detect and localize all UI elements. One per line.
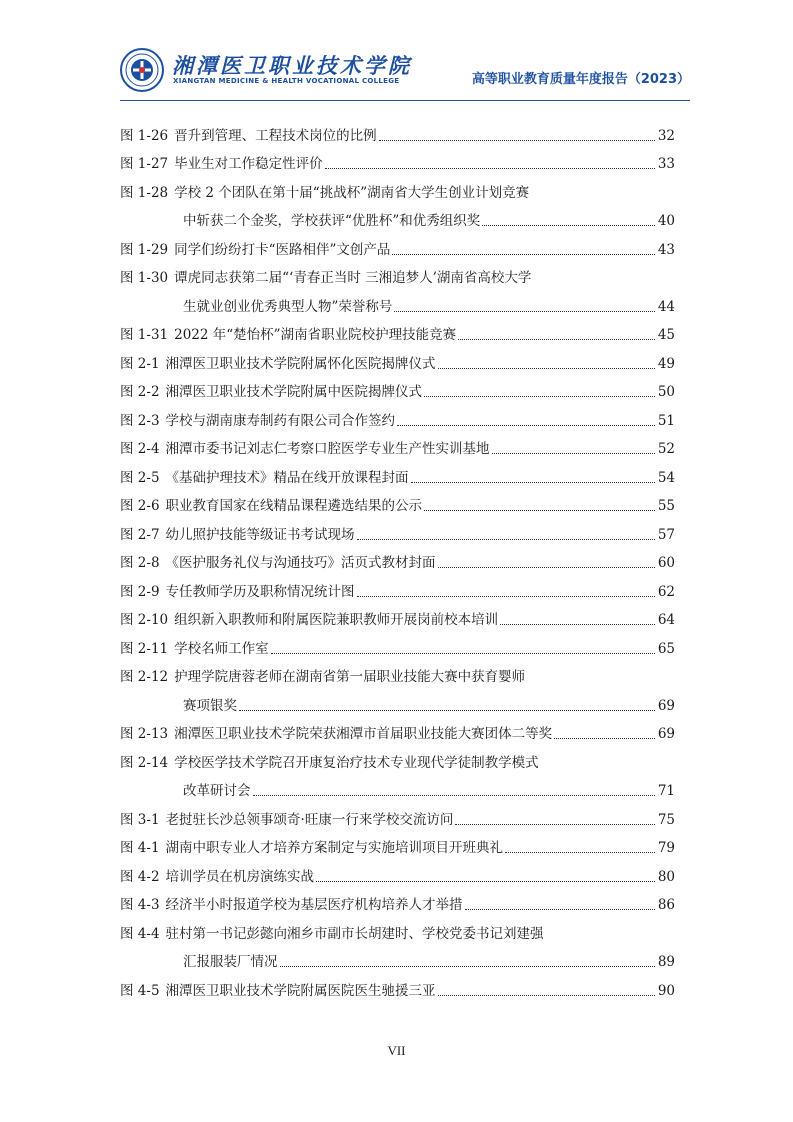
page-ref[interactable]: 50 xyxy=(657,384,675,400)
figure-title: 毕业生对工作稳定性评价 xyxy=(174,156,323,172)
figure-title: 汇报服装厂情况 xyxy=(183,954,278,970)
page-ref[interactable]: 86 xyxy=(657,897,675,913)
page-ref[interactable]: 43 xyxy=(657,241,675,258)
toc-entry[interactable] xyxy=(120,377,675,406)
page-ref[interactable]: 69 xyxy=(657,726,675,742)
figure-label: 图 2-12 xyxy=(120,669,169,685)
figure-title: 湘潭医卫职业技术学院荣获湘潭市首届职业技能大赛团体二等奖 xyxy=(174,726,553,742)
figure-title: 同学们纷纷打卡“医路相伴”文创产品 xyxy=(174,241,391,258)
page-ref[interactable]: 40 xyxy=(657,213,675,229)
page-ref[interactable]: 52 xyxy=(657,441,675,457)
figure-label: 图 2-8 xyxy=(120,555,160,571)
toc-entry[interactable] xyxy=(120,719,675,748)
page-ref[interactable]: 80 xyxy=(657,868,675,885)
figure-title: 职业教育国家在线精品课程遴选结果的公示 xyxy=(165,498,423,514)
page-ref[interactable]: 64 xyxy=(657,612,675,628)
figure-title: 经济半小时报道学校为基层医疗机构培养人才举措 xyxy=(165,897,463,913)
toc-entry[interactable] xyxy=(120,405,675,434)
figure-title: 中斩获二个金奖，学校获评“优胜杯”和优秀组织奖 xyxy=(183,213,481,229)
figure-title: 专任教师学历及职称情况统计图 xyxy=(165,583,355,600)
toc-entry[interactable] xyxy=(120,747,675,804)
figure-title: 湘潭医卫职业技术学院附属中医院揭牌仪式 xyxy=(165,384,423,400)
dot-leader xyxy=(458,339,655,340)
dot-leader xyxy=(482,225,655,226)
figure-label: 图 1-30 xyxy=(120,270,169,286)
dot-leader xyxy=(280,966,656,967)
dot-leader xyxy=(500,624,655,625)
figure-title: 《基础护理技术》精品在线开放课程封面 xyxy=(165,469,409,486)
figure-title: 湘潭市委书记刘志仁考察口腔医学专业生产性实训基地 xyxy=(165,441,490,457)
figure-label: 图 2-1 xyxy=(120,355,160,372)
toc-entry[interactable] xyxy=(120,434,675,463)
dot-leader xyxy=(424,396,655,397)
figure-label: 图 2-7 xyxy=(120,526,160,543)
figure-label: 图 2-4 xyxy=(120,441,160,457)
dot-leader xyxy=(438,995,655,996)
figure-list xyxy=(120,120,675,1004)
figure-label: 图 2-2 xyxy=(120,384,160,400)
figure-title: 晋升到管理、工程技术岗位的比例 xyxy=(174,127,377,144)
figure-label: 图 2-14 xyxy=(120,754,169,771)
page-ref[interactable]: 89 xyxy=(657,954,675,970)
dot-leader xyxy=(438,368,655,369)
figure-label: 图 1-29 xyxy=(120,241,169,258)
toc-entry[interactable] xyxy=(120,462,675,491)
figure-label: 图 2-5 xyxy=(120,469,160,486)
figure-title: 组织新入职教师和附属医院兼职教师开展岗前校本培训 xyxy=(174,612,499,628)
figure-title: 培训学员在机房演练实战 xyxy=(165,868,315,885)
dot-leader xyxy=(411,482,655,483)
toc-entry[interactable] xyxy=(120,633,675,662)
page-ref[interactable]: 44 xyxy=(657,298,675,315)
page-ref[interactable]: 49 xyxy=(657,355,675,372)
page-ref[interactable]: 60 xyxy=(657,555,675,571)
figure-title: 老挝驻长沙总领事颂奇·旺康一行来学校交流访问 xyxy=(165,811,454,828)
figure-label: 图 1-28 xyxy=(120,184,169,201)
figure-label: 图 4-2 xyxy=(120,868,160,885)
figure-title: 改革研讨会 xyxy=(183,783,251,799)
toc-entry[interactable] xyxy=(120,519,675,548)
page-ref[interactable]: 69 xyxy=(657,697,675,714)
toc-entry[interactable] xyxy=(120,120,675,149)
figure-title: 谭虎同志获第二届“‘青春正当时 三湘追梦人’湖南省高校大学 xyxy=(174,270,532,286)
figure-title: 湘潭医卫职业技术学院附属怀化医院揭牌仪式 xyxy=(165,355,436,372)
figure-label: 图 2-6 xyxy=(120,498,160,514)
dot-leader xyxy=(357,539,655,540)
toc-entry[interactable] xyxy=(120,605,675,634)
page-ref[interactable]: 51 xyxy=(657,412,675,429)
dot-leader xyxy=(394,311,655,312)
header-divider xyxy=(120,100,690,101)
page-ref[interactable]: 79 xyxy=(657,840,675,856)
toc-entry[interactable] xyxy=(120,918,675,975)
figure-label: 图 1-31 xyxy=(120,327,169,343)
dot-leader xyxy=(325,168,655,169)
dot-leader xyxy=(316,881,655,882)
page-ref[interactable]: 71 xyxy=(657,783,675,799)
figure-title: 护理学院唐蓉老师在湖南省第一届职业技能大赛中获育婴师 xyxy=(174,669,526,685)
toc-entry[interactable] xyxy=(120,149,675,178)
page-ref[interactable]: 65 xyxy=(657,640,675,657)
dot-leader xyxy=(554,738,655,739)
page-ref[interactable]: 75 xyxy=(657,811,675,828)
figure-label: 图 2-13 xyxy=(120,726,169,742)
figure-label: 图 2-9 xyxy=(120,583,160,600)
figure-title: 湘潭医卫职业技术学院附属医院医生驰援三亚 xyxy=(165,982,436,999)
figure-title: 赛项银奖 xyxy=(183,697,237,714)
figure-title: 《医护服务礼仪与沟通技巧》活页式教材封面 xyxy=(165,555,436,571)
page-ref[interactable]: 57 xyxy=(657,526,675,543)
dot-leader xyxy=(253,795,656,796)
figure-label: 图 4-1 xyxy=(120,840,160,856)
page-ref[interactable]: 90 xyxy=(657,982,675,999)
figure-label: 图 4-4 xyxy=(120,925,160,942)
figure-title: 学校 2 个团队在第十届“挑战杯”湖南省大学生创业计划竞赛 xyxy=(174,184,530,201)
dot-leader xyxy=(438,567,655,568)
figure-title: 驻村第一书记彭懿向湘乡市副市长胡建时、学校党委书记刘建强 xyxy=(165,925,544,942)
toc-entry[interactable] xyxy=(120,348,675,377)
college-seal-icon xyxy=(120,48,164,92)
toc-entry[interactable] xyxy=(120,320,675,349)
dot-leader xyxy=(424,510,655,511)
page-header xyxy=(120,44,690,100)
page-ref[interactable]: 55 xyxy=(657,498,675,514)
toc-entry[interactable] xyxy=(120,833,675,862)
figure-title: 生就业创业优秀典型人物”荣誉称号 xyxy=(183,298,393,315)
toc-entry[interactable] xyxy=(120,548,675,577)
toc-entry[interactable] xyxy=(120,804,675,833)
dot-leader xyxy=(397,425,655,426)
dot-leader xyxy=(492,453,655,454)
figure-title: 2022 年“楚怡杯”湖南省职业院校护理技能竞赛 xyxy=(174,327,457,343)
page-ref[interactable]: 33 xyxy=(657,156,675,172)
dot-leader xyxy=(392,254,655,255)
dot-leader xyxy=(379,140,655,141)
dot-leader xyxy=(505,852,655,853)
toc-entry[interactable] xyxy=(120,234,675,263)
page-ref[interactable]: 62 xyxy=(657,583,675,600)
dot-leader xyxy=(465,909,655,910)
figure-title: 学校医学技术学院召开康复治疗技术专业现代学徒制教学模式 xyxy=(174,754,539,771)
figure-label: 图 4-5 xyxy=(120,982,160,999)
toc-entry[interactable] xyxy=(120,662,675,719)
figure-label: 图 2-11 xyxy=(120,640,169,657)
figure-label: 图 4-3 xyxy=(120,897,160,913)
page-ref[interactable]: 32 xyxy=(657,127,675,144)
page-number: VII xyxy=(387,1043,406,1058)
dot-leader xyxy=(357,596,655,597)
page-ref[interactable]: 54 xyxy=(657,469,675,486)
toc-entry[interactable] xyxy=(120,491,675,520)
toc-entry[interactable] xyxy=(120,177,675,234)
toc-entry[interactable] xyxy=(120,576,675,605)
page-ref[interactable]: 45 xyxy=(657,327,675,343)
figure-title: 幼儿照护技能等级证书考试现场 xyxy=(165,526,355,543)
figure-label: 图 2-10 xyxy=(120,612,169,628)
dot-leader xyxy=(239,710,655,711)
toc-entry[interactable] xyxy=(120,890,675,919)
college-logo-english: XIANGTAN MEDICINE & HEALTH VOCATIONAL COLLEGE xyxy=(173,77,400,85)
figure-label: 图 1-26 xyxy=(120,127,169,144)
toc-entry[interactable] xyxy=(120,861,675,890)
college-logo-name: 湘潭医卫职业技术学院 xyxy=(172,53,412,78)
dot-leader xyxy=(455,824,655,825)
toc-entry[interactable] xyxy=(120,975,675,1004)
report-title: 高等职业教育质量年度报告（2023） xyxy=(471,72,690,87)
figure-title: 湖南中职专业人才培养方案制定与实施培训项目开班典礼 xyxy=(165,840,504,856)
toc-entry[interactable] xyxy=(120,263,675,320)
figure-label: 图 1-27 xyxy=(120,156,169,172)
figure-title: 学校与湖南康寿制药有限公司合作签约 xyxy=(165,412,396,429)
dot-leader xyxy=(271,653,655,654)
figure-title: 学校名师工作室 xyxy=(174,640,269,657)
figure-label: 图 3-1 xyxy=(120,811,160,828)
figure-label: 图 2-3 xyxy=(120,412,160,429)
